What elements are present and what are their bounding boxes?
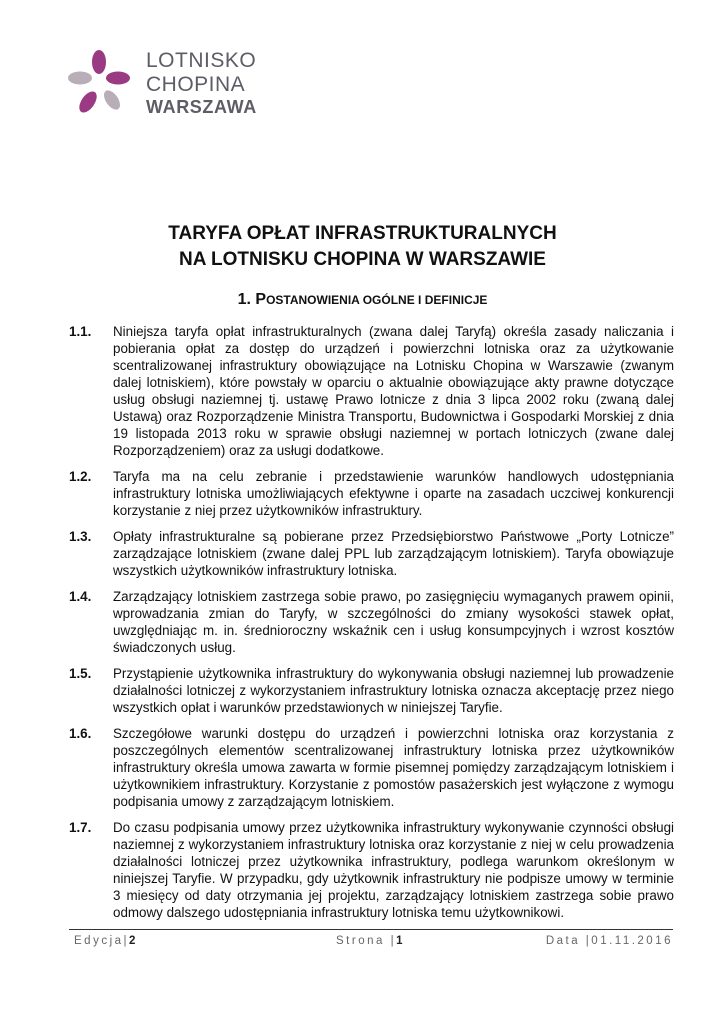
footer-edition — [74, 935, 138, 947]
clause-number: 1.1. — [69, 324, 92, 339]
section-title-text: OSTANOWIENIA OGÓLNE I DEFINICJE — [266, 293, 488, 307]
section-heading — [0, 291, 725, 309]
airport-logo-icon — [66, 48, 132, 118]
clause-number: 1.3. — [69, 529, 92, 544]
clause-number: 1.5. — [69, 666, 92, 681]
section-number: 1. P — [237, 291, 267, 308]
clause-item — [69, 588, 674, 656]
logo-wordmark — [146, 50, 257, 120]
document-title — [0, 221, 725, 273]
clause-number: 1.7. — [69, 820, 92, 835]
clause-number: 1.2. — [69, 469, 92, 484]
clause-list — [69, 323, 674, 930]
footer-divider — [69, 929, 673, 930]
clause-item — [69, 665, 674, 716]
title-line-1: TARYFA OPŁAT INFRASTRUKTURALNYCH — [168, 223, 557, 244]
clause-item — [69, 725, 674, 810]
clause-item — [69, 819, 674, 921]
footer-date — [546, 935, 673, 947]
clause-number: 1.6. — [69, 726, 92, 741]
clause-text: Opłaty infrastrukturalne są pobierane przez Przedsiębiorstwo Państwowe „Porty Lotnicze” zarządzające lotniskiem (zwane dalej PPL lub zarządzającym lotniskiem). Taryfa obowiązuje wszystkich użytkowników infrastruktury lotniska. — [113, 529, 674, 578]
edition-label: Edycja| — [74, 935, 130, 947]
clause-text: Do czasu podpisania umowy przez użytkownika infrastruktury wykonywanie czynności obsługi naziemnej z wykorzystaniem infrastruktury lotniska oraz korzystanie z niej w celu prowadzenia działalności lotniczej przez użytkownika infrastruktury, podlega warunkom określonym w niniejszej Taryfie. W przypadku, gdy użytkownik infrastruktury nie podpisze umowy w terminie 3 miesięcy od daty otrzymania jej projektu, zarządzający lotniskiem zastrzega sobie prawo odmowy dalszego udostępniania infrastruktury lotniska temu użytkownikowi. — [113, 820, 674, 920]
edition-value: 2 — [129, 935, 138, 947]
logo — [66, 48, 266, 124]
clause-item — [69, 323, 674, 459]
clause-item — [69, 528, 674, 579]
clause-text: Zarządzający lotniskiem zastrzega sobie prawo, po zasięgnięciu wymaganych prawem opinii, wprowadzania zmian do Taryfy, w szczególności do zmiany wysokości stawek opłat, uwzględniając m. in. średnioroczny wskaźnik cen i usług konsumpcyjnych i wzrost kosztów świadczonych usług. — [113, 589, 674, 655]
clause-text: Niniejsza taryfa opłat infrastrukturalnych (zwana dalej Taryfą) określa zasady naliczania i pobierania opłat za dostęp do urządzeń i powierzchni lotniska oraz za użytkowanie scentralizowanej infrastruktury obowiązujące na Lotnisku Chopina w Warszawie (zwanym dalej lotniskiem), które powstały w oparciu o aktualnie obowiązujące akty prawne dotyczące usług obsługi naziemnej tj. ustawę Prawo lotnicze z dnia 3 lipca 2002 roku (zwaną dalej Ustawą) oraz Rozporządzenie Ministra Transportu, Budownictwa i Gospodarki Morskiej z dnia 19 listopada 2013 roku w sprawie obsługi naziemnej w portach lotniczych (zwane dalej Rozporządzeniem) oraz za usługi dodatkowe. — [113, 324, 674, 458]
footer-page — [336, 935, 405, 947]
title-line-2: NA LOTNISKU CHOPINA W WARSZAWIE — [179, 249, 546, 270]
page-label: Strona | — [336, 935, 397, 947]
clause-number: 1.4. — [69, 589, 92, 604]
clause-text: Przystąpienie użytkownika infrastruktury do wykonywania obsługi naziemnej lub prowadzenie działalności lotniczej z wykorzystaniem infrastruktury lotniska oznacza akceptację przez niego wszystkich opłat i warunków przedstawionych w niniejszej Taryfie. — [113, 666, 674, 715]
logo-line-2: CHOPINA — [146, 73, 246, 96]
clause-item — [69, 468, 674, 519]
clause-text: Szczegółowe warunki dostępu do urządzeń i powierzchni lotniska oraz korzystania z poszczególnych elementów scentralizowanej infrastruktury lotniska przez użytkowników infrastruktury określa umowa zawarta w formie pisemnej pomiędzy zarządzającym lotniskiem i użytkownikiem infrastruktury. Korzystanie z pomostów pasażerskich jest wyłączone z wymogu podpisania umowy z zarządzającym lotniskiem. — [113, 726, 674, 809]
date-value: 01.11.2016 — [591, 935, 673, 947]
logo-line-1: LOTNISKO — [146, 49, 257, 72]
logo-line-3: WARSZAWA — [146, 97, 257, 117]
page-footer — [69, 935, 673, 951]
page-value: 1 — [396, 935, 405, 947]
date-label: Data | — [545, 935, 592, 947]
clause-text: Taryfa ma na celu zebranie i przedstawienie warunków handlowych udostępniania infrastruktury lotniska umożliwiających efektywne i oparte na zasadach uczciwej konkurencji korzystanie z niej przez użytkowników infrastruktury. — [113, 469, 674, 518]
